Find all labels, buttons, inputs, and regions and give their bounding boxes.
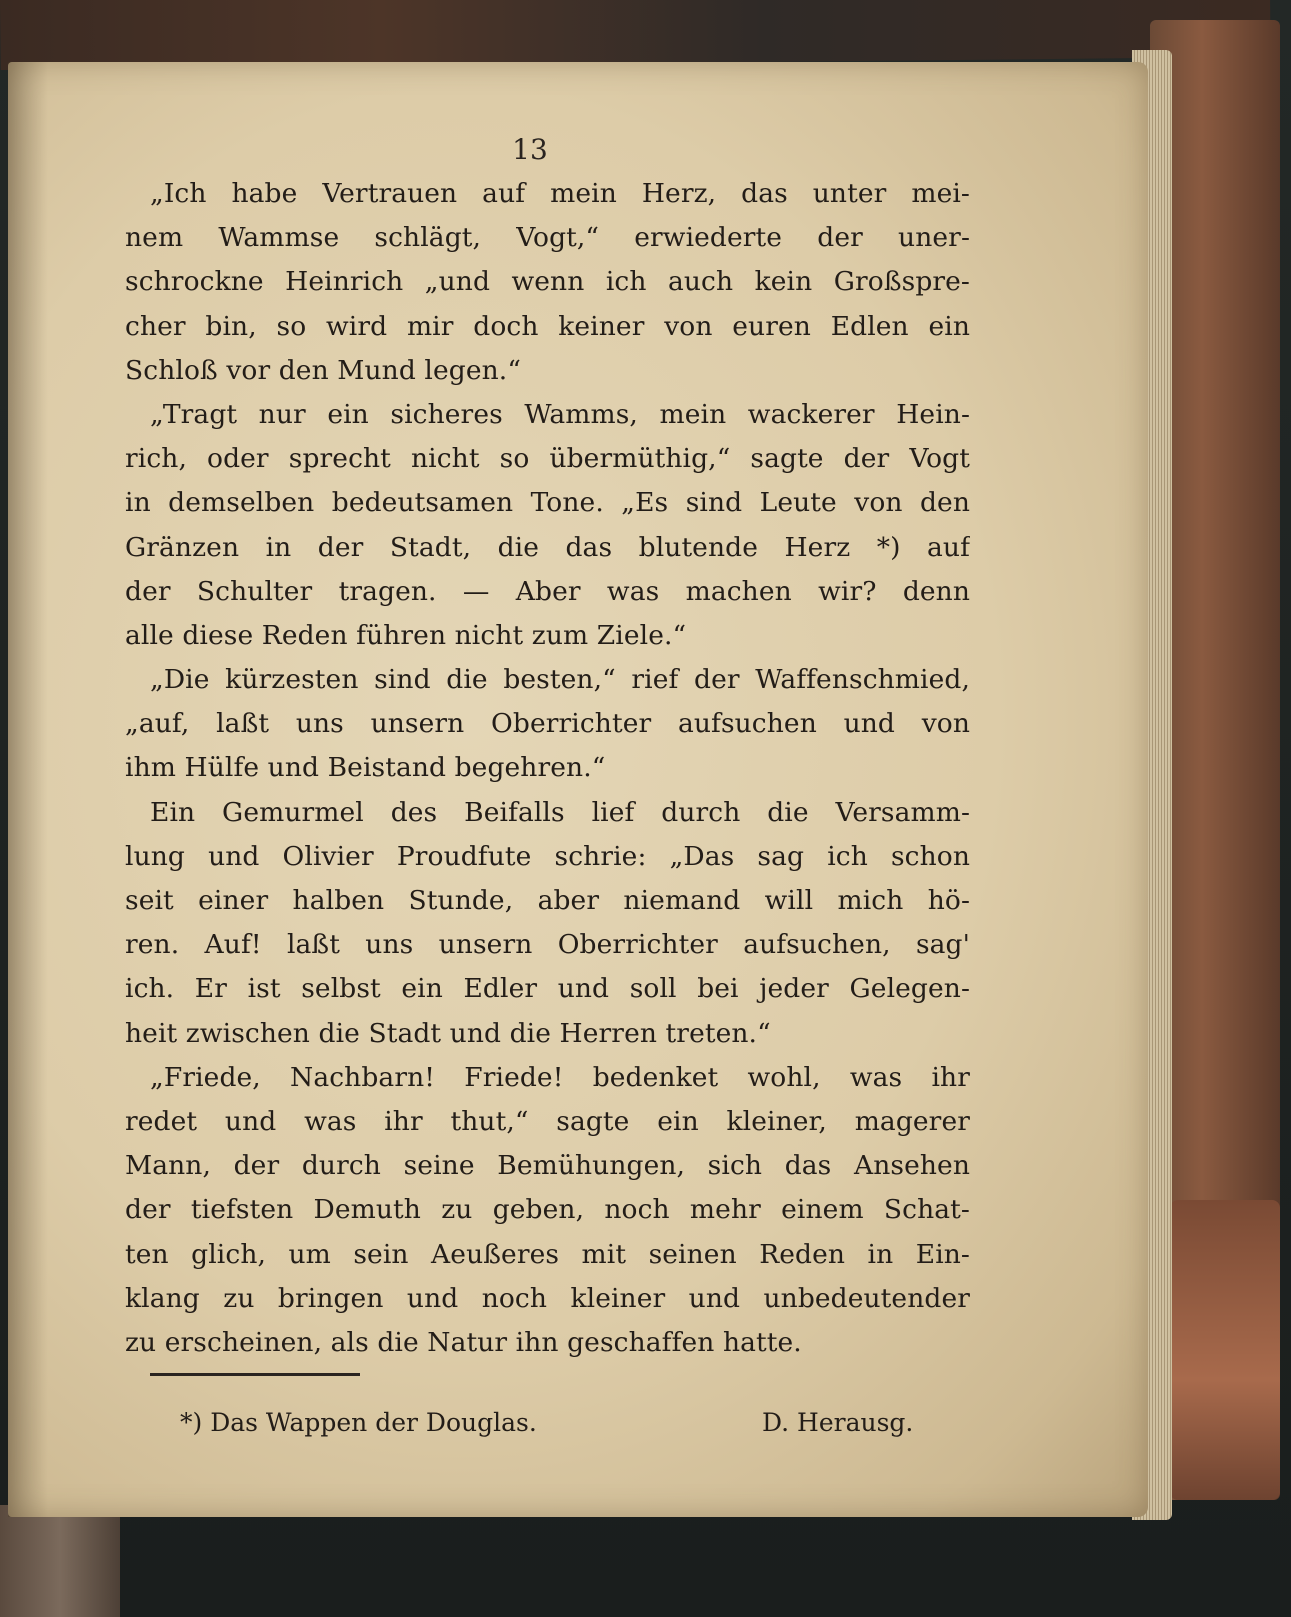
text-line: der Schulter tragen. — Aber was machen wir? denn — [125, 575, 970, 607]
text-line: der tiefsten Demuth zu geben, noch mehr einem Schat- — [125, 1194, 970, 1226]
book-spine-bottom — [0, 1505, 120, 1617]
text-line: „Tragt nur ein sicheres Wamms, mein wackerer Hein- — [150, 398, 970, 430]
text-line: ihm Hülfe und Beistand begehren.“ — [125, 752, 606, 784]
text-line: zu erscheinen, als die Natur ihn geschaffen hatte. — [125, 1326, 802, 1358]
book-cover-corner — [1170, 1200, 1280, 1500]
body-text — [125, 172, 970, 1365]
text-line: rich, oder sprecht nicht so übermüthig,“ sagte der Vogt — [125, 443, 970, 475]
text-line: ich. Er ist selbst ein Edler und soll bei jeder Gelegen- — [125, 973, 970, 1005]
text-line: in demselben bedeutsamen Tone. „Es sind Leute von den — [125, 487, 970, 519]
page-number: 13 — [512, 133, 548, 166]
footnote-rule — [150, 1373, 360, 1376]
text-line: „auf, laßt uns unsern Oberrichter aufsuchen und von — [125, 708, 970, 740]
text-line: lung und Olivier Proudfute schrie: „Das sag ich schon — [125, 840, 970, 872]
text-line: cher bin, so wird mir doch keiner von euren Edlen ein — [125, 310, 970, 342]
text-line: seit einer halben Stunde, aber niemand will mich hö- — [125, 885, 970, 916]
page-gutter-shadow — [8, 62, 48, 1517]
text-line: Schloß vor den Mund legen.“ — [125, 354, 521, 386]
text-line: alle diese Reden führen nicht zum Ziele.“ — [125, 619, 687, 651]
footnote — [180, 1405, 950, 1441]
text-line: redet und was ihr thut,“ sagte ein kleiner, magerer — [125, 1105, 970, 1137]
footnote-text: *) Das Wappen der Douglas. — [180, 1408, 537, 1437]
text-line: „Ich habe Vertrauen auf mein Herz, das unter mei- — [150, 178, 970, 209]
text-line: ten glich, um sein Aeußeres mit seinen Reden in Ein- — [125, 1238, 970, 1270]
text-line: Mann, der durch seine Bemühungen, sich das Ansehen — [125, 1150, 970, 1182]
text-line: heit zwischen die Stadt und die Herren treten.“ — [125, 1017, 771, 1049]
text-line: klang zu bringen und noch kleiner und unbedeutender — [125, 1282, 970, 1314]
text-line: ren. Auf! laßt uns unsern Oberrichter aufsuchen, sag' — [125, 929, 970, 961]
text-line: nem Wammse schlägt, Vogt,“ erwiederte der uner- — [125, 222, 970, 254]
text-line: schrockne Heinrich „und wenn ich auch kein Großspre- — [125, 266, 970, 298]
text-line: „Friede, Nachbarn! Friede! bedenket wohl, was ihr — [150, 1061, 970, 1093]
text-line: Ein Gemurmel des Beifalls lief durch die Versamm- — [150, 796, 970, 828]
footnote-attribution: D. Herausg. — [762, 1408, 914, 1437]
text-line: Gränzen in der Stadt, die das blutende Herz *) auf — [125, 531, 970, 563]
text-line: „Die kürzesten sind die besten,“ rief der Waffenschmied, — [150, 664, 970, 696]
